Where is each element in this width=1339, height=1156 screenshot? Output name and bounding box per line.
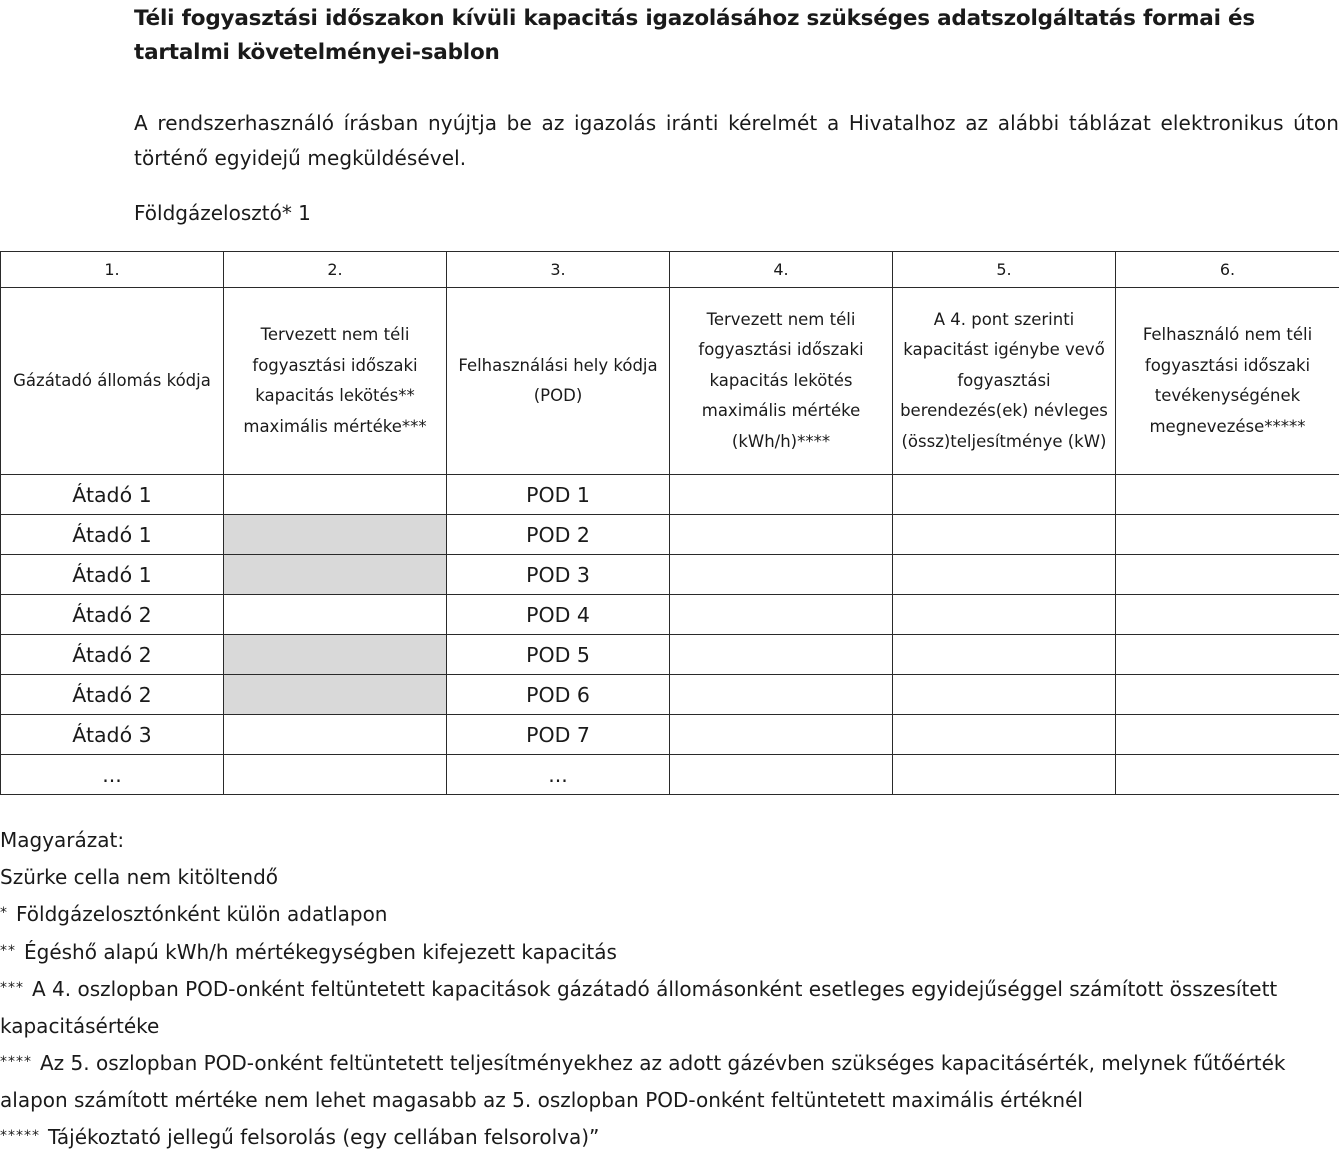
capacity-max-cell [224,715,447,755]
station-code-cell: Átadó 2 [1,675,224,715]
pod-code-cell: POD 6 [447,675,670,715]
footnote [0,933,1339,971]
table-row [1,635,1339,675]
pod-code-cell: POD 4 [447,595,670,635]
pod-code-cell: POD 5 [447,635,670,675]
table-row [1,755,1339,795]
capacity-max-cell [224,515,447,555]
table-row [1,555,1339,595]
footnote-marker: **** [0,1054,32,1070]
notes-section [0,822,1339,1156]
gray-cell-note: Szürke cella nem kitöltendő [0,859,1339,896]
rated-power-cell [893,515,1116,555]
rated-power-cell [893,635,1116,675]
column-header: Felhasználási hely kódja (POD) [447,288,670,475]
table-row [1,715,1339,755]
capacity-kwh-cell [670,515,893,555]
footnote-text: Földgázelosztónként külön adatlapon [16,902,387,926]
document-title: Téli fogyasztási időszakon kívüli kapacitás igazolásához szükséges adatszolgáltatás formai és tartalmi követelményei-sablon [134,2,1334,70]
rated-power-cell [893,555,1116,595]
station-code-cell: Átadó 2 [1,635,224,675]
capacity-kwh-cell [670,755,893,795]
column-number: 1. [1,252,224,288]
station-code-cell: Átadó 2 [1,595,224,635]
intro-paragraph: A rendszerhasználó írásban nyújtja be az igazolás iránti kérelmét a Hivatalhoz az alábbi táblázat elektronikus úton történő egyidejű megküldésével. [134,106,1339,176]
column-number: 4. [670,252,893,288]
capacity-max-cell [224,635,447,675]
capacity-max-cell [224,475,447,515]
station-code-cell: Átadó 3 [1,715,224,755]
activity-cell [1116,515,1339,555]
column-number-row [1,252,1339,288]
footnote-text: Tájékoztató jellegű felsorolás (egy cellában felsorolva)” [48,1125,599,1149]
notes-heading: Magyarázat: [0,822,1339,859]
footnote-marker: * [0,905,8,921]
activity-cell [1116,635,1339,675]
footnote-text: A 4. oszlopban POD-onként feltüntetett kapacitások gázátadó állomásonként esetleges egyidejűséggel számított összesített kapacitásértéke [0,977,1277,1038]
column-header: Tervezett nem téli fogyasztási időszaki kapacitás lekötés maximális mértéke (kWh/h)**** [670,288,893,475]
activity-cell [1116,675,1339,715]
capacity-max-cell [224,675,447,715]
rated-power-cell [893,595,1116,635]
activity-cell [1116,715,1339,755]
capacity-kwh-cell [670,595,893,635]
capacity-kwh-cell [670,715,893,755]
station-code-cell: Átadó 1 [1,515,224,555]
activity-cell [1116,555,1339,595]
footnote-marker: ***** [0,1128,40,1144]
column-header: A 4. pont szerinti kapacitást igénybe vevő fogyasztási berendezés(ek) névleges (össz)teljesítménye (kW) [893,288,1116,475]
capacity-max-cell [224,555,447,595]
capacity-kwh-cell [670,635,893,675]
capacity-kwh-cell [670,475,893,515]
table-row [1,675,1339,715]
footnote-marker: ** [0,943,16,959]
capacity-kwh-cell [670,555,893,595]
capacity-kwh-cell [670,675,893,715]
pod-code-cell: POD 7 [447,715,670,755]
footnote [0,970,1339,1044]
column-number: 2. [224,252,447,288]
footnote-text: Égéshő alapú kWh/h mértékegységben kifejezett kapacitás [24,940,617,964]
column-number: 3. [447,252,670,288]
table-row [1,515,1339,555]
station-code-cell: ... [1,755,224,795]
activity-cell [1116,755,1339,795]
pod-code-cell: ... [447,755,670,795]
footnote [0,895,1339,933]
rated-power-cell [893,475,1116,515]
column-header-row [1,288,1339,475]
pod-code-cell: POD 1 [447,475,670,515]
activity-cell [1116,595,1339,635]
station-code-cell: Átadó 1 [1,555,224,595]
station-code-cell: Átadó 1 [1,475,224,515]
capacity-max-cell [224,755,447,795]
column-header: Felhasználó nem téli fogyasztási időszaki tevékenységének megnevezése***** [1116,288,1339,475]
column-header: Tervezett nem téli fogyasztási időszaki kapacitás lekötés** maximális mértéke*** [224,288,447,475]
capacity-max-cell [224,595,447,635]
rated-power-cell [893,715,1116,755]
column-number: 5. [893,252,1116,288]
footnote-marker: *** [0,980,24,996]
column-header: Gázátadó állomás kódja [1,288,224,475]
pod-code-cell: POD 3 [447,555,670,595]
distributor-label: Földgázelosztó* 1 [134,197,311,229]
footnote [0,1118,1339,1156]
capacity-table [0,251,1339,795]
table-row [1,475,1339,515]
rated-power-cell [893,675,1116,715]
pod-code-cell: POD 2 [447,515,670,555]
footnote-text: Az 5. oszlopban POD-onként feltüntetett teljesítményekhez az adott gázévben szükséges kapacitásérték, melynek fűtőérték alapon számított mértéke nem lehet magasabb az 5. oszlopban POD-onként feltüntetett maximális értéknél [0,1051,1285,1112]
activity-cell [1116,475,1339,515]
column-number: 6. [1116,252,1339,288]
rated-power-cell [893,755,1116,795]
table-row [1,595,1339,635]
footnote [0,1044,1339,1118]
